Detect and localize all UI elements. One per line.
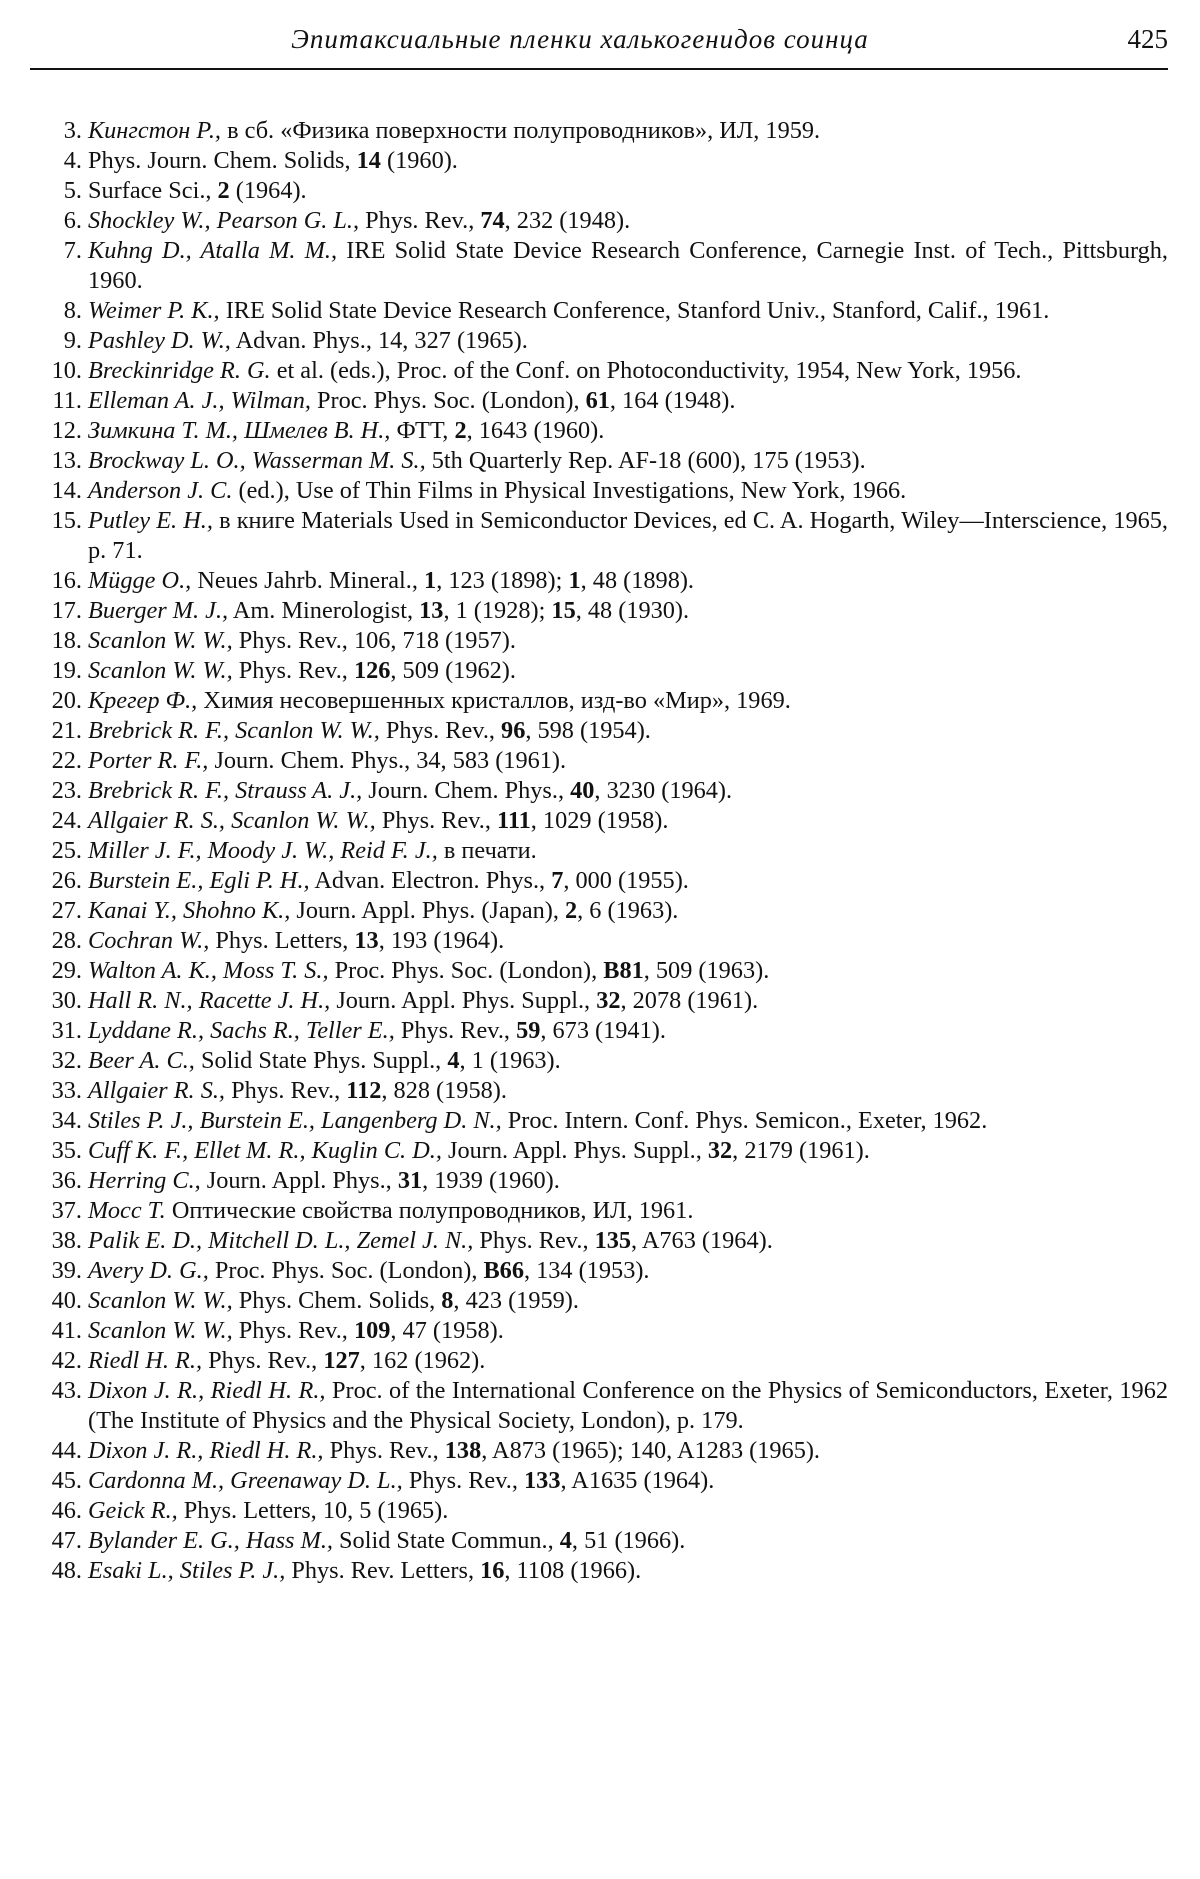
reference-text: Phys. Rev., 74, 232 (1948).	[365, 207, 631, 234]
reference-authors: Pashley D. W.,	[88, 327, 231, 354]
reference-authors: Anderson J. C.	[88, 477, 233, 504]
running-title: Эпитаксиальные пленки халькогенидов соинца	[291, 24, 869, 54]
reference-number: 32.	[51, 1047, 82, 1074]
reference-text: Phys. Chem. Solids, 8, 423 (1959).	[238, 1287, 579, 1314]
reference-number: 47.	[51, 1527, 82, 1554]
reference-authors: Кингстон Р.,	[88, 117, 221, 144]
reference-number: 35.	[51, 1137, 82, 1164]
reference-item	[30, 956, 1168, 986]
reference-text: Phys. Rev., 135, A763 (1964).	[479, 1227, 773, 1254]
reference-number: 40.	[51, 1287, 82, 1314]
reference-authors: Scanlon W. W.,	[88, 1287, 233, 1314]
reference-text: IRE Solid State Device Research Conference, Carnegie Inst. of Tech., Pittsburgh, 1960.	[88, 237, 1168, 294]
reference-number: 38.	[51, 1227, 82, 1254]
reference-authors: Porter R. F.,	[88, 747, 209, 774]
reference-authors: Riedl H. R.,	[88, 1347, 203, 1374]
reference-item	[30, 836, 1168, 866]
reference-number: 26.	[51, 867, 82, 894]
reference-text: Phys. Rev., 133, A1635 (1964).	[408, 1467, 715, 1494]
reference-text: Phys. Rev., 126, 509 (1962).	[238, 657, 516, 684]
reference-item	[30, 1526, 1168, 1556]
reference-text: Advan. Electron. Phys., 7, 000 (1955).	[314, 867, 689, 894]
reference-text: Solid State Phys. Suppl., 4, 1 (1963).	[200, 1047, 561, 1074]
reference-authors: Bylander E. G., Hass M.,	[88, 1527, 333, 1554]
reference-item	[30, 1436, 1168, 1466]
page-number: 425	[1127, 24, 1168, 54]
reference-item	[30, 1346, 1168, 1376]
header-rule	[30, 68, 1168, 70]
reference-number: 42.	[51, 1347, 82, 1374]
reference-authors: Allgaier R. S., Scanlon W. W.,	[88, 807, 376, 834]
reference-authors: Dixon J. R., Riedl H. R.,	[88, 1377, 326, 1404]
reference-number: 21.	[51, 717, 82, 744]
reference-number: 33.	[51, 1077, 82, 1104]
reference-item	[30, 176, 1168, 206]
reference-number: 9.	[63, 327, 82, 354]
reference-item	[30, 506, 1168, 566]
reference-text: Phys. Rev. Letters, 16, 1108 (1966).	[291, 1557, 642, 1584]
reference-number: 43.	[51, 1377, 82, 1404]
reference-authors: Dixon J. R., Riedl H. R.,	[88, 1437, 324, 1464]
reference-text: Journ. Appl. Phys., 31, 1939 (1960).	[206, 1167, 560, 1194]
reference-authors: Elleman A. J., Wilman,	[88, 387, 311, 414]
reference-authors: Brebrick R. F., Scanlon W. W.,	[88, 717, 380, 744]
reference-item	[30, 1376, 1168, 1436]
reference-item	[30, 1136, 1168, 1166]
reference-number: 46.	[51, 1497, 82, 1524]
reference-text: Neues Jahrb. Mineral., 1, 123 (1898); 1, 48 (1898).	[197, 567, 695, 594]
reference-authors: Cuff K. F., Ellet M. R., Kuglin C. D.,	[88, 1137, 442, 1164]
reference-text: et al. (eds.), Proc. of the Conf. on Photoconductivity, 1954, New York, 1956.	[276, 357, 1022, 384]
reference-number: 39.	[51, 1257, 82, 1284]
reference-number: 25.	[51, 837, 82, 864]
reference-number: 11.	[52, 387, 82, 414]
reference-text: в печати.	[443, 837, 537, 864]
reference-item	[30, 1196, 1168, 1226]
reference-item	[30, 326, 1168, 356]
reference-number: 8.	[63, 297, 82, 324]
reference-item	[30, 596, 1168, 626]
reference-text: Phys. Letters, 10, 5 (1965).	[183, 1497, 449, 1524]
reference-number: 12.	[51, 417, 82, 444]
reference-authors: Cardonna M., Greenaway D. L.,	[88, 1467, 403, 1494]
reference-authors: Putley E. H.,	[88, 507, 213, 534]
reference-number: 6.	[63, 207, 82, 234]
reference-authors: Brockway L. O., Wasserman M. S.,	[88, 447, 426, 474]
reference-item	[30, 686, 1168, 716]
reference-authors: Зимкина Т. М., Шмелев В. Н.,	[88, 417, 391, 444]
reference-authors: Hall R. N., Racette J. H.,	[88, 987, 331, 1014]
reference-text: Proc. Intern. Conf. Phys. Semicon., Exeter, 1962.	[507, 1107, 988, 1134]
reference-authors: Kanai Y., Shohno K.,	[88, 897, 291, 924]
reference-authors: Scanlon W. W.,	[88, 657, 233, 684]
reference-number: 34.	[51, 1107, 82, 1134]
reference-item	[30, 1076, 1168, 1106]
reference-number: 18.	[51, 627, 82, 654]
reference-item	[30, 446, 1168, 476]
reference-text: (ed.), Use of Thin Films in Physical Investigations, New York, 1966.	[238, 477, 907, 504]
reference-item	[30, 1046, 1168, 1076]
reference-authors: Mügge O.,	[88, 567, 192, 594]
reference-number: 10.	[51, 357, 82, 384]
reference-text: Proc. of the International Conference on the Physics of Semiconductors, Exeter, 1962 (The Institute of Physics and the Physical Society, London), p. 179.	[88, 1377, 1169, 1434]
reference-number: 20.	[51, 687, 82, 714]
reference-item	[30, 986, 1168, 1016]
reference-number: 7.	[63, 237, 82, 264]
reference-number: 14.	[51, 477, 82, 504]
reference-text: Proc. Phys. Soc. (London), 61, 164 (1948).	[317, 387, 736, 414]
reference-authors: Palik E. D., Mitchell D. L., Zemel J. N.,	[88, 1227, 474, 1254]
reference-number: 23.	[51, 777, 82, 804]
reference-item	[30, 236, 1168, 296]
reference-item	[30, 806, 1168, 836]
reference-item	[30, 626, 1168, 656]
reference-item	[30, 716, 1168, 746]
reference-item	[30, 1256, 1168, 1286]
reference-list	[30, 116, 1168, 1586]
reference-text: 5th Quarterly Rep. AF-18 (600), 175 (1953).	[431, 447, 866, 474]
reference-number: 3.	[63, 117, 82, 144]
reference-authors: Мосс Т.	[88, 1197, 166, 1224]
reference-number: 5.	[63, 177, 82, 204]
reference-authors: Beer A. C.,	[88, 1047, 195, 1074]
reference-number: 37.	[51, 1197, 82, 1224]
reference-item	[30, 296, 1168, 326]
reference-item	[30, 146, 1168, 176]
reference-item	[30, 776, 1168, 806]
reference-number: 15.	[51, 507, 82, 534]
reference-number: 45.	[51, 1467, 82, 1494]
reference-text: Phys. Rev., 138, A873 (1965); 140, A1283 (1965).	[329, 1437, 821, 1464]
reference-text: Journ. Chem. Phys., 40, 3230 (1964).	[368, 777, 733, 804]
reference-item	[30, 896, 1168, 926]
reference-text: Solid State Commun., 4, 51 (1966).	[339, 1527, 686, 1554]
reference-authors: Herring C.,	[88, 1167, 201, 1194]
reference-authors: Brebrick R. F., Strauss A. J.,	[88, 777, 363, 804]
reference-item	[30, 386, 1168, 416]
reference-number: 4.	[63, 147, 82, 174]
reference-item	[30, 1166, 1168, 1196]
reference-text: в книге Materials Used in Semiconductor Devices, ed C. A. Hogarth, Wiley—Interscience, 1965, p. 71.	[88, 507, 1168, 564]
reference-authors: Cochran W.,	[88, 927, 210, 954]
reference-authors: Weimer P. K.,	[88, 297, 220, 324]
reference-authors: Stiles P. J., Burstein E., Langenberg D. N.,	[88, 1107, 502, 1134]
reference-item	[30, 1016, 1168, 1046]
reference-text: Journ. Chem. Phys., 34, 583 (1961).	[214, 747, 567, 774]
reference-item	[30, 356, 1168, 386]
reference-item	[30, 1316, 1168, 1346]
reference-text: Phys. Rev., 111, 1029 (1958).	[381, 807, 669, 834]
reference-item	[30, 1286, 1168, 1316]
reference-text: Оптические свойства полупроводников, ИЛ, 1961.	[171, 1197, 694, 1224]
reference-authors: Allgaier R. S.,	[88, 1077, 225, 1104]
reference-text: Phys. Journ. Chem. Solids, 14 (1960).	[88, 147, 458, 174]
reference-number: 27.	[51, 897, 82, 924]
reference-number: 41.	[51, 1317, 82, 1344]
reference-number: 36.	[51, 1167, 82, 1194]
reference-text: Phys. Letters, 13, 193 (1964).	[215, 927, 505, 954]
reference-number: 28.	[51, 927, 82, 954]
reference-number: 29.	[51, 957, 82, 984]
reference-text: Phys. Rev., 109, 47 (1958).	[238, 1317, 504, 1344]
reference-item	[30, 1556, 1168, 1586]
reference-text: Phys. Rev., 59, 673 (1941).	[400, 1017, 666, 1044]
reference-text: Phys. Rev., 127, 162 (1962).	[208, 1347, 486, 1374]
reference-number: 24.	[51, 807, 82, 834]
reference-text: Journ. Appl. Phys. Suppl., 32, 2078 (1961).	[336, 987, 759, 1014]
reference-text: Phys. Rev., 96, 598 (1954).	[385, 717, 651, 744]
reference-item	[30, 926, 1168, 956]
reference-item	[30, 1496, 1168, 1526]
reference-number: 19.	[51, 657, 82, 684]
running-head	[30, 22, 1168, 62]
reference-number: 48.	[51, 1557, 82, 1584]
reference-number: 22.	[51, 747, 82, 774]
reference-text: в сб. «Физика поверхности полупроводников», ИЛ, 1959.	[227, 117, 821, 144]
reference-text: IRE Solid State Device Research Conference, Stanford Univ., Stanford, Calif., 1961.	[225, 297, 1050, 324]
reference-item	[30, 476, 1168, 506]
reference-number: 31.	[51, 1017, 82, 1044]
reference-authors: Scanlon W. W.,	[88, 1317, 233, 1344]
reference-text: Proc. Phys. Soc. (London), B81, 509 (1963).	[334, 957, 770, 984]
reference-authors: Esaki L., Stiles P. J.,	[88, 1557, 286, 1584]
reference-item	[30, 116, 1168, 146]
reference-text: Phys. Rev., 112, 828 (1958).	[231, 1077, 507, 1104]
reference-text: Surface Sci., 2 (1964).	[88, 177, 307, 204]
reference-authors: Breckinridge R. G.	[88, 357, 271, 384]
reference-text: ФТТ, 2, 1643 (1960).	[396, 417, 605, 444]
reference-authors: Shockley W., Pearson G. L.,	[88, 207, 360, 234]
reference-text: Journ. Appl. Phys. (Japan), 2, 6 (1963).	[296, 897, 679, 924]
reference-number: 17.	[51, 597, 82, 624]
reference-authors: Avery D. G.,	[88, 1257, 209, 1284]
reference-text: Am. Minerologist, 13, 1 (1928); 15, 48 (1930).	[232, 597, 690, 624]
reference-item	[30, 206, 1168, 236]
reference-item	[30, 416, 1168, 446]
reference-text: Journ. Appl. Phys. Suppl., 32, 2179 (1961).	[447, 1137, 870, 1164]
reference-text: Advan. Phys., 14, 327 (1965).	[235, 327, 528, 354]
reference-authors: Lyddane R., Sachs R., Teller E.,	[88, 1017, 395, 1044]
reference-item	[30, 746, 1168, 776]
reference-authors: Burstein E., Egli P. H.,	[88, 867, 310, 894]
reference-item	[30, 566, 1168, 596]
reference-text: Phys. Rev., 106, 718 (1957).	[238, 627, 516, 654]
reference-item	[30, 1106, 1168, 1136]
reference-authors: Scanlon W. W.,	[88, 627, 233, 654]
reference-item	[30, 656, 1168, 686]
reference-number: 16.	[51, 567, 82, 594]
reference-authors: Walton A. K., Moss T. S.,	[88, 957, 329, 984]
reference-item	[30, 1466, 1168, 1496]
reference-authors: Крегер Ф.,	[88, 687, 198, 714]
reference-number: 30.	[51, 987, 82, 1014]
reference-number: 13.	[51, 447, 82, 474]
reference-authors: Geick R.,	[88, 1497, 178, 1524]
reference-authors: Kuhng D., Atalla M. M.,	[88, 237, 338, 264]
reference-number: 44.	[51, 1437, 82, 1464]
reference-text: Химия несовершенных кристаллов, изд-во «Мир», 1969.	[203, 687, 791, 714]
reference-authors: Buerger M. J.,	[88, 597, 229, 624]
reference-item	[30, 866, 1168, 896]
reference-text: Proc. Phys. Soc. (London), B66, 134 (1953).	[214, 1257, 650, 1284]
reference-authors: Miller J. F., Moody J. W., Reid F. J.,	[88, 837, 438, 864]
reference-item	[30, 1226, 1168, 1256]
